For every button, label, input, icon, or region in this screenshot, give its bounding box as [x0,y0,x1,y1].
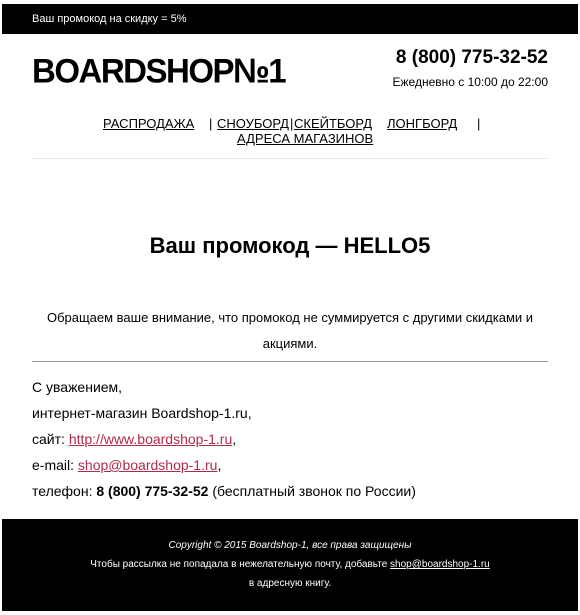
nav-separator: | [477,116,481,131]
nav-item-store-addresses[interactable]: АДРЕСА МАГАЗИНОВ [237,131,374,146]
footer-email-link[interactable]: shop@boardshop-1.ru [390,559,490,570]
nav-item-skateboard[interactable]: СКЕЙТБОРД [294,116,373,131]
email-label: e-mail: [32,457,78,473]
site-comma: , [232,431,237,447]
working-hours: Ежедневно с 10:00 до 22:00 [392,75,548,89]
signature-shop: интернет-магазин Boardshop-1.ru, [32,405,252,421]
footer-spam-note [2,555,578,574]
promo-notice: Обращаем ваше внимание, что промокод не суммируется с другими скидками и акциями. [32,305,548,362]
nav-item-longboard[interactable]: ЛОНГБОРД [387,116,458,131]
footer-copyright [2,536,578,555]
signature-greeting: С уважением, [32,379,123,395]
main-nav [32,116,548,159]
footer-address-book: в адресную книгу. [248,578,332,589]
spam-note-text: Чтобы рассылка не попадала в нежелательную почту, добавьте [90,559,391,570]
copyright-text: Copyright © 2015 Boardshop-1, все права защищены [168,540,412,551]
email-comma: , [217,457,222,473]
nav-separator: | [209,116,213,131]
nav-item-sale[interactable]: РАСПРОДАЖА [103,116,195,131]
nav-separator: | [290,116,294,131]
promo-code-heading: Ваш промокод — HELLO5 [149,233,431,258]
email-link[interactable]: shop@boardshop-1.ru [77,457,218,473]
footer [2,519,578,611]
signature-phone: 8 (800) 775-32-52 [96,483,209,499]
header [2,34,578,106]
phone-label: телефон: [32,483,97,499]
header-contacts [393,46,549,91]
nav-item-snowboard[interactable]: СНОУБОРД [217,116,289,131]
signature-block [32,374,548,504]
site-label: сайт: [32,431,69,447]
signature-phone-line [32,478,548,504]
boardshop-logo[interactable]: BOARDSHOP№1 [32,51,286,90]
phone-note: (бесплатный звонок по России) [208,483,416,499]
signature-email-line [32,452,548,478]
signature-site-line [32,426,548,452]
email-body [2,4,578,589]
header-phone[interactable]: 8 (800) 775-32-52 [395,47,548,68]
promo-banner-text: Ваш промокод на скидку = 5% [32,13,187,25]
site-link[interactable]: http://www.boardshop-1.ru [68,431,233,447]
promo-banner [2,4,578,34]
